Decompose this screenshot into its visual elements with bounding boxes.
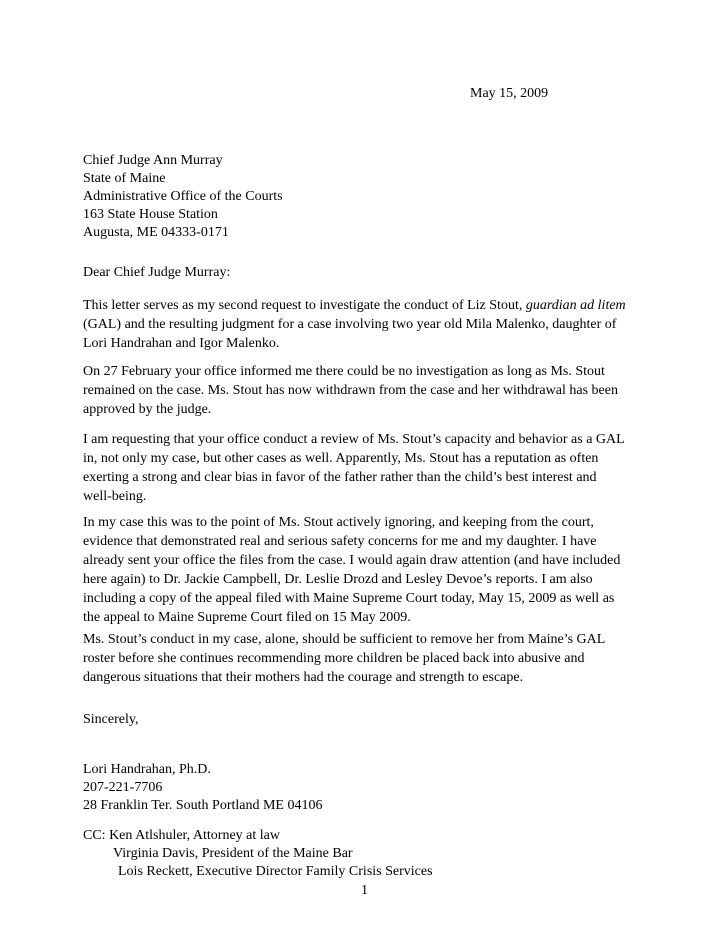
paragraph-line: roster before she continues recommending more children be placed back into abusive and [83, 651, 585, 666]
paragraph-line: evidence that demonstrated real and serious safety concerns for me and my daughter. I have [83, 534, 597, 549]
recipient-address [83, 152, 663, 242]
paragraph-line: remained on the case. Ms. Stout has now withdrawn from the case and her withdrawal has been [83, 383, 618, 398]
cc-list [83, 827, 663, 881]
italic-term: guardian ad litem [525, 298, 626, 313]
cc-line: CC: Ken Atlshuler, Attorney at law [83, 828, 280, 843]
page-number: 1 [361, 883, 368, 898]
signature-line: 207-221-7706 [83, 780, 163, 795]
paragraph-line: Ms. Stout’s conduct in my case, alone, should be sufficient to remove her from Maine’s GAL [83, 632, 606, 647]
paragraph-line: well-being. [83, 489, 147, 504]
closing: Sincerely, [83, 712, 139, 727]
paragraph-line: the appeal to Maine Supreme Court filed on 15 May 2009. [83, 610, 411, 625]
paragraph-line: exerting a strong and clear bias in favor of the father rather than the child’s best interest and [83, 470, 597, 485]
paragraph-line: (GAL) and the resulting judgment for a case involving two year old Mila Malenko, daughter of [83, 317, 617, 332]
cc-line: Virginia Davis, President of the Maine Bar [113, 846, 353, 861]
recipient-line: Administrative Office of the Courts [83, 189, 283, 204]
letter-date: May 15, 2009 [470, 86, 549, 101]
paragraph-line: I am requesting that your office conduct a review of Ms. Stout’s capacity and behavior as a GAL [83, 432, 625, 447]
paragraph-line: In my case this was to the point of Ms. Stout actively ignoring, and keeping from the court, [83, 515, 594, 530]
signature-line: Lori Handrahan, Ph.D. [83, 762, 211, 777]
recipient-line: 163 State House Station [83, 207, 218, 222]
paragraph-line: here again) to Dr. Jackie Campbell, Dr. Leslie Drozd and Lesley Devoe’s reports. I am also [83, 572, 593, 587]
paragraph-5 [83, 631, 663, 688]
paragraph-3 [83, 431, 663, 507]
signature-line: 28 Franklin Ter. South Portland ME 04106 [83, 798, 323, 813]
paragraph-line: Lori Handrahan and Igor Malenko. [83, 336, 280, 351]
paragraph-line: in, not only my case, but other cases as well. Apparently, Ms. Stout has a reputation as often [83, 451, 599, 466]
cc-line: Lois Reckett, Executive Director Family Crisis Services [118, 864, 433, 879]
paragraph-line [83, 297, 663, 316]
recipient-line: Chief Judge Ann Murray [83, 153, 223, 168]
paragraph-line: already sent your office the files from the case. I would again draw attention (and have included [83, 553, 621, 568]
paragraph-line: including a copy of the appeal filed with Maine Supreme Court today, May 15, 2009 as well as [83, 591, 615, 606]
paragraph-line: dangerous situations that their mothers had the courage and strength to escape. [83, 670, 524, 685]
recipient-line: State of Maine [83, 171, 166, 186]
paragraph-1 [83, 297, 663, 354]
salutation: Dear Chief Judge Murray: [83, 265, 231, 280]
paragraph-2 [83, 363, 663, 420]
paragraph-line: approved by the judge. [83, 402, 212, 417]
paragraph-4 [83, 514, 663, 628]
recipient-line: Augusta, ME 04333-0171 [83, 225, 229, 240]
paragraph-text: This letter serves as my second request to investigate the conduct of Liz Stout, [83, 298, 526, 313]
signature-block [83, 761, 663, 815]
paragraph-line: On 27 February your office informed me there could be no investigation as long as Ms. Stout [83, 364, 605, 379]
